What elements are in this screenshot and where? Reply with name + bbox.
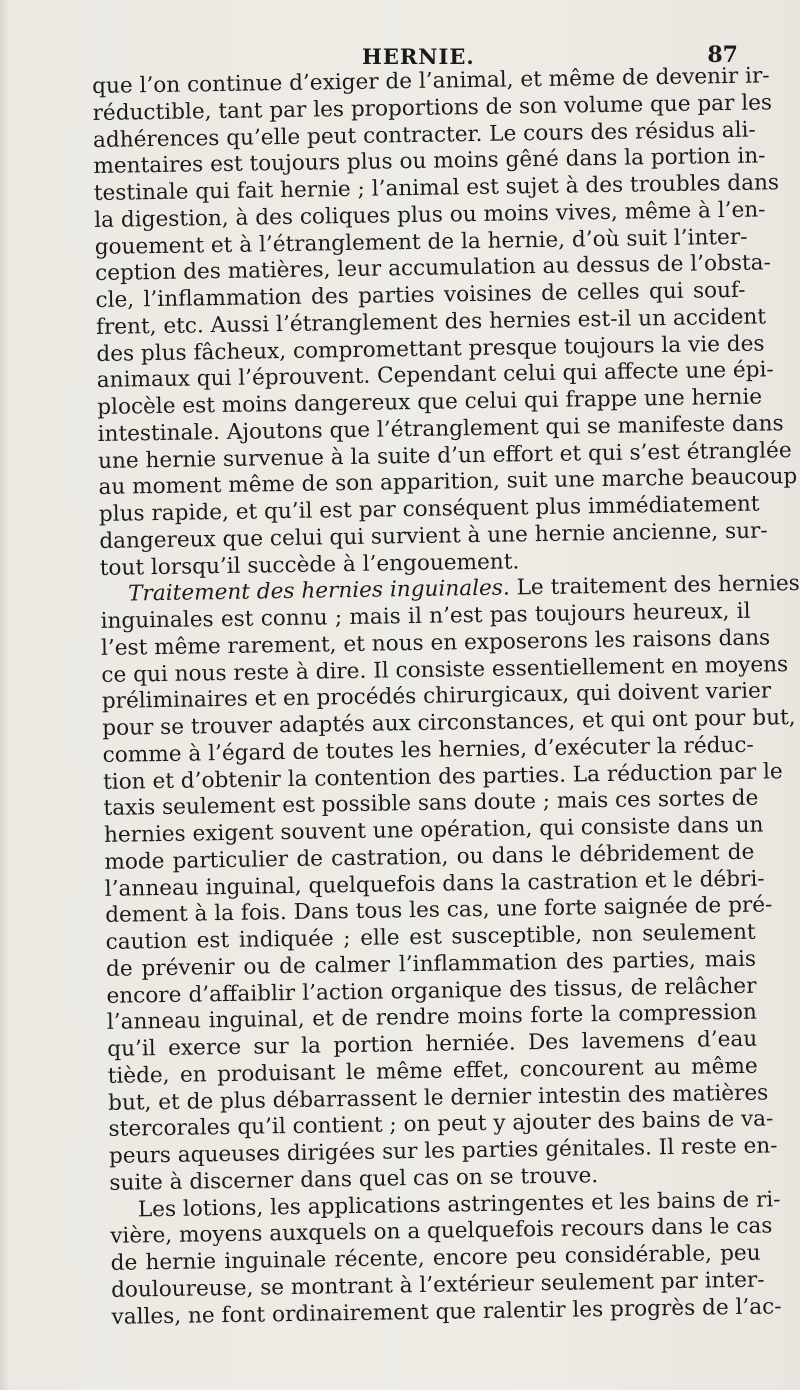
line-text: ce qui nous reste à dire. Il consiste essentiellement en moyens: [101, 651, 789, 688]
line-text: dangereux que celui qui survient à une hernie ancienne, sur-: [99, 518, 768, 554]
line-text: de prévenir ou de calmer l’inflammation des parties, mais: [105, 946, 757, 982]
line-text: pour se trouver adaptés aux circonstances, et qui ont pour but,: [102, 705, 796, 741]
line-text: douloureuse, se montrant à l’extérieur seulement par inter-: [110, 1267, 765, 1303]
line-text: gouement et à l’étranglement de la hernie, d’où suit l’inter-: [94, 224, 748, 260]
line-text: encore d’affaiblir l’action organique des tissus, de relâcher: [106, 973, 757, 1009]
line-text: de hernie inguinale récente, encore peu considérable, peu: [110, 1240, 761, 1276]
page-number: 87: [707, 42, 738, 68]
line-text: Les lotions, les applications astringentes et les bains de ri-: [137, 1186, 781, 1222]
line-text: mode particulier de castration, ou dans le débridement de: [104, 839, 755, 875]
line-text: suite à discerner dans quel cas on se trouve.: [109, 1162, 599, 1196]
line-text: des plus fâcheux, compromettant presque toujours la vie des: [96, 330, 765, 367]
line-text: frent, etc. Aussi l’étranglement des hernies est-il un accident: [95, 304, 767, 340]
line-text: valles, ne font ordinairement que ralentir les progrès de l’ac-: [111, 1293, 782, 1330]
line-text: l’est même rarement, et nous en exposerons les raisons dans: [100, 625, 771, 661]
line-text: vière, moyens auxquels on a quelquefois recours dans le cas: [110, 1213, 773, 1250]
line-text: dement à la fois. Dans tous les cas, une forte saignée de pré-: [105, 892, 773, 929]
line-text: stercorales qu’il contient ; on peut y ajouter des bains de va-: [108, 1106, 774, 1143]
line-text: préliminaires et en procédés chirurgicaux, qui doivent varier: [101, 678, 772, 715]
line-text: hernies exigent souvent une opération, qui consiste dans un: [103, 812, 764, 848]
line-text: plus rapide, et qu’il est par conséquent plus immédiatement: [98, 491, 760, 527]
line-text: peurs aqueuses dirigées sur les parties génitales. Il reste en-: [108, 1133, 778, 1169]
line-text: Le traitement des hernies: [509, 571, 800, 601]
line-text: tiède, en produisant le même effet, concourent au même: [107, 1053, 758, 1089]
line-text: inguinales est connu ; mais il n’est pas toujours heureux, il: [100, 598, 751, 634]
line-text: mentaires est toujours plus ou moins gêné dans la portion in-: [93, 143, 766, 180]
line-text: ception des matières, leur accumulation au dessus de l’obsta-: [94, 250, 772, 287]
line-text: testinale qui fait hernie ; l’animal est sujet à des troubles dans: [93, 170, 780, 206]
line-text: qu’il exerce sur la portion herniée. Des lavemens d’eau: [107, 1026, 758, 1062]
line-text: au moment même de son apparition, suit une marche beaucoup: [98, 464, 798, 501]
line-text: but, et de plus débarrassent le dernier intestin des matières: [107, 1080, 769, 1116]
line-text: cle, l’inflammation des parties voisines de celles qui souf-: [95, 277, 746, 313]
line-text: une hernie survenue à la suite d’un effort et qui s’est étranglée: [97, 437, 792, 474]
line-text: comme à l’égard de toutes les hernies, d’exécuter la réduc-: [102, 732, 754, 768]
section-heading: Traitement des hernies inguinales.: [127, 575, 510, 607]
line-text: intestinale. Ajoutons que l’étranglement qui se manifeste dans: [97, 410, 784, 447]
line-text: plocèle est moins dangereux que celui qui frappe une hernie: [97, 384, 763, 420]
line-text: réductible, tant par les proportions de son volume que par les: [92, 90, 773, 126]
running-head: HERNIE.: [362, 44, 475, 69]
line-text: taxis seulement est possible sans doute ; mais ces sortes de: [103, 785, 759, 822]
line-text: tout lorsqu’il succède à l’engouement.: [99, 548, 520, 581]
body-text: [92, 63, 800, 1331]
line-text: l’anneau inguinal, quelquefois dans la castration et le débri-: [104, 866, 765, 902]
line-text: adhérences qu’elle peut contracter. Le cours des résidus ali-: [92, 117, 756, 153]
line-text: l’anneau inguinal, et de rendre moins forte la compression: [106, 999, 758, 1036]
line-text: caution est indiquée ; elle est susceptible, non seulement: [105, 919, 756, 955]
line-text: animaux qui l’éprouvent. Cependant celui qui affecte une épi-: [96, 357, 774, 394]
line-text: la digestion, à des coliques plus ou moins vives, même à l’en-: [94, 197, 766, 233]
line-text: que l’on continue d’exiger de l’animal, et même de devenir ir-: [92, 63, 770, 99]
line-text: tion et d’obtenir la contention des parties. La réduction par le: [102, 758, 783, 795]
